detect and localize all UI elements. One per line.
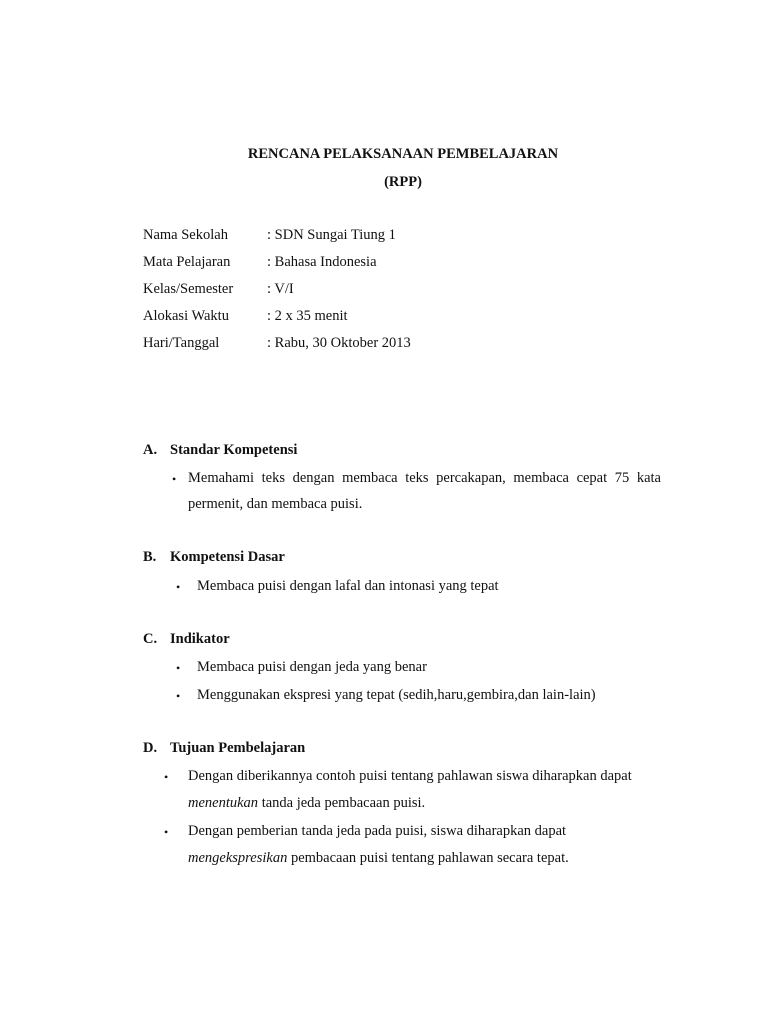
- info-value-time: : 2 x 35 menit: [267, 308, 348, 324]
- bullet-icon: •: [176, 689, 181, 703]
- section-a-title: Standar Kompetensi: [170, 442, 298, 458]
- section-d-item2-line2: [188, 850, 569, 867]
- bullet-icon: •: [176, 580, 181, 594]
- info-value-date: : Rabu, 30 Oktober 2013: [267, 335, 411, 351]
- section-c-item2: Menggunakan ekspresi yang tepat (sedih,haru,gembira,dan lain-lain): [197, 687, 596, 703]
- info-label-subject: Mata Pelajaran: [143, 254, 231, 270]
- justified-word: kata: [636, 470, 661, 486]
- section-d-title: Tujuan Pembelajaran: [170, 740, 306, 756]
- document-subtitle: (RPP): [384, 174, 422, 190]
- section-a-item1-line1: [188, 470, 661, 487]
- justified-word: cepat: [576, 470, 608, 486]
- justified-word: percakapan,: [436, 470, 506, 486]
- section-a-letter: A.: [143, 442, 158, 458]
- section-d-item1-rest: tanda jeda pembacaan puisi.: [258, 795, 426, 811]
- section-d-item1-line2: [188, 795, 425, 812]
- justified-word: membaca: [342, 470, 398, 486]
- justified-word: dengan: [292, 470, 335, 486]
- bullet-icon: •: [172, 472, 177, 486]
- bullet-icon: •: [164, 770, 169, 784]
- section-d-item2-rest: pembacaan puisi tentang pahlawan secara tepat.: [287, 850, 569, 866]
- section-c-item1: Membaca puisi dengan jeda yang benar: [197, 659, 427, 675]
- info-label-time: Alokasi Waktu: [143, 308, 229, 324]
- justified-word: membaca: [513, 470, 569, 486]
- section-c-letter: C.: [143, 631, 158, 647]
- info-label-date: Hari/Tanggal: [143, 335, 220, 351]
- section-a-item1-line2: permenit, dan membaca puisi.: [188, 496, 363, 512]
- info-value-school: : SDN Sungai Tiung 1: [267, 227, 396, 243]
- justified-word: teks: [405, 470, 429, 486]
- section-d-item2-line1: Dengan pemberian tanda jeda pada puisi, siswa diharapkan dapat: [188, 823, 567, 839]
- section-b-title: Kompetensi Dasar: [170, 549, 285, 565]
- info-label-school: Nama Sekolah: [143, 227, 228, 243]
- document-title: RENCANA PELAKSANAAN PEMBELAJARAN: [247, 146, 559, 162]
- justified-word: 75: [614, 470, 630, 486]
- section-c-title: Indikator: [170, 631, 230, 647]
- section-d-item1-emphasis: menentukan: [188, 795, 259, 811]
- info-label-class: Kelas/Semester: [143, 281, 234, 297]
- bullet-icon: •: [176, 661, 181, 675]
- info-value-class: : V/I: [267, 281, 294, 297]
- section-d-letter: D.: [143, 740, 158, 756]
- section-d-item2-emphasis: mengekspresikan: [188, 850, 288, 866]
- section-b-item1: Membaca puisi dengan lafal dan intonasi yang tepat: [197, 578, 499, 594]
- info-value-subject: : Bahasa Indonesia: [267, 254, 377, 270]
- section-d-item1-line1: Dengan diberikannya contoh puisi tentang pahlawan siswa diharapkan dapat: [188, 768, 632, 784]
- justified-word: Memahami: [188, 470, 255, 486]
- section-b-letter: B.: [143, 549, 157, 565]
- justified-word: teks: [261, 470, 285, 486]
- bullet-icon: •: [164, 825, 169, 839]
